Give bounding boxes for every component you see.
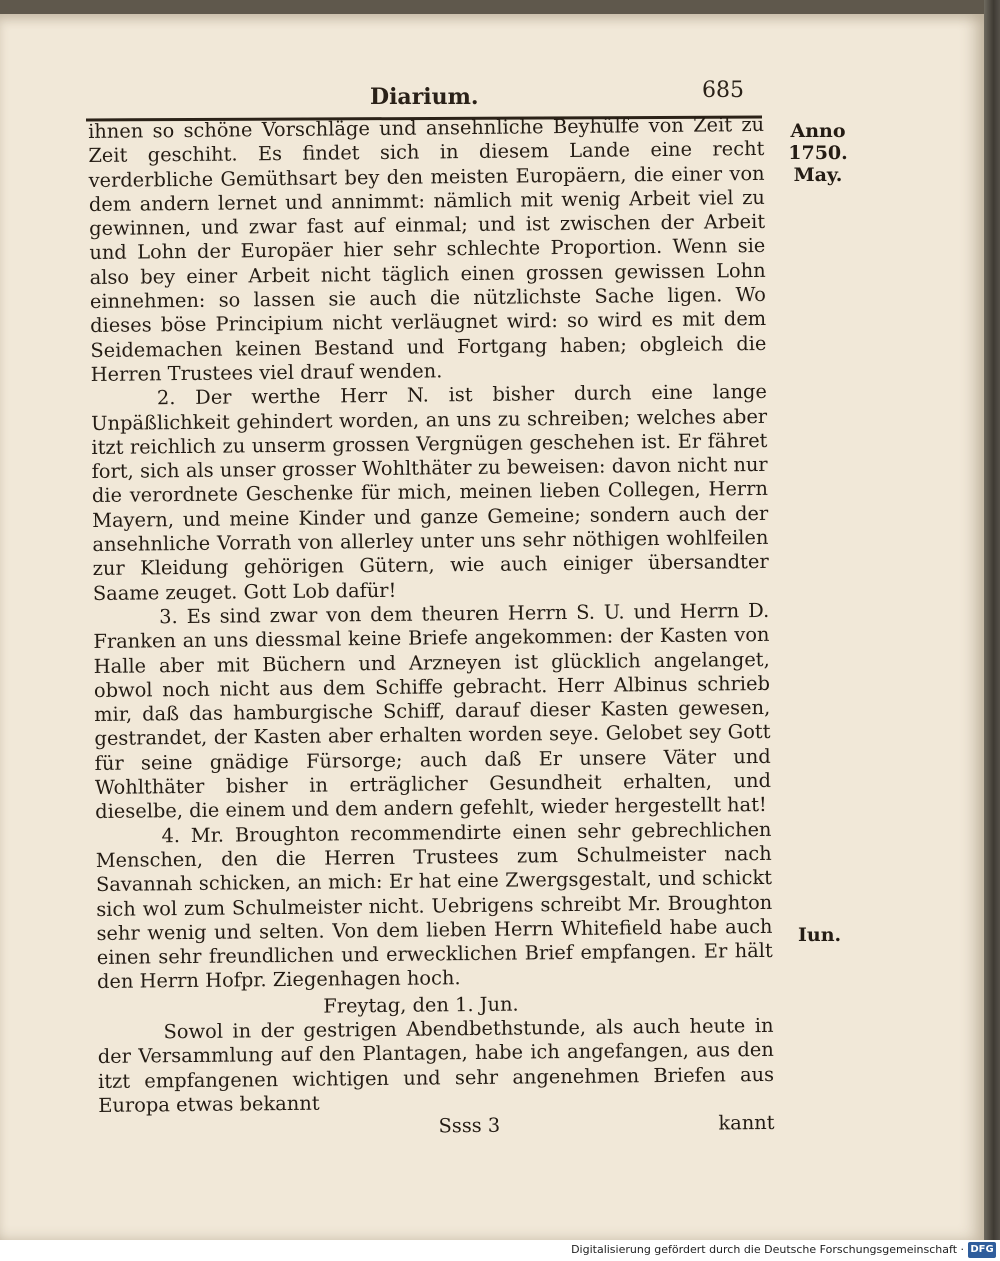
running-head: Diarium. bbox=[370, 84, 479, 110]
footer-bar bbox=[0, 1240, 1000, 1261]
paragraph-4: 4. Mr. Broughton recommendirte einen sehr gebrechlichen Menschen, den die Herren Trustees zum Schulmeister nach Savannah schicken, an mich: Er hat eine Zwergsgestalt, und schickt sich wol zum Schulmeister nicht. Uebrigens schreibt Mr. Broughton sehr wenig und selten. Von dem lieben Herrn Whitefield habe auch einen sehr freundlichen und erwecklichen Brief empfangen. Er hält den Herrn Hofpr. Ziegenhagen hoch. bbox=[95, 817, 773, 994]
date-heading: Freytag, den 1. Jun. bbox=[323, 992, 519, 1018]
page-header bbox=[86, 78, 754, 116]
margin-year: 1750. bbox=[788, 142, 848, 164]
margin-anno: Anno bbox=[790, 120, 846, 142]
signature-mark: Ssss 3 bbox=[438, 1113, 501, 1138]
catchword: kannt bbox=[718, 1111, 775, 1135]
margin-year-note bbox=[768, 120, 868, 186]
margin-jun-note: Iun. bbox=[798, 924, 842, 946]
paragraph-3: 3. Es sind zwar von dem theuren Herrn S. U. und Herrn D. Franken an uns diessmal keine Briefe angekommen: der Kasten von Halle aber mit Büchern und Arzneyen ist glücklich angelanget, obwol noch nicht aus dem Schiffe gebracht. Herr Albinus schrieb mir, daß das hamburgische Schiff, darauf dieser Kasten gewesen, gestrandet, der Kasten aber erhalten worden seye. Gelobet sey Gott für seine gnädige Fürsorge; auch daß Er unsere Väter und Wohlthäter bisher in erträglicher Gesundheit erhalten, und dieselbe, die einem und dem andern gefehlt, wieder hergestellt hat! bbox=[93, 598, 772, 824]
main-text bbox=[88, 113, 775, 1144]
funding-credit: Digitalisierung gefördert durch die Deutsche Forschungsgemeinschaft · bbox=[571, 1243, 964, 1256]
dfg-logo-icon: DFG bbox=[968, 1242, 996, 1258]
page-number: 685 bbox=[702, 78, 744, 103]
paragraph-2: 2. Der werthe Herr N. ist bisher durch eine lange Unpäßlichkeit gehindert worden, an uns zu schreiben; welches aber itzt reichlich zu unserm grossen Vergnügen geschehen ist. Er fähret fort, sich als unser grosser Wohlthäter zu beweisen: davon nicht nur die verordnete Geschenke für mich, meinen lieben Collegen, Herrn Mayern, und meine Kinder und ganze Gemeine; sondern auch der ansehnliche Vorrath von allerley unter uns sehr nöthigen wohlfeilen zur Kleidung gehörigen Gütern, wie auch einiger übersandter Saame zeuget. Gott Lob dafür! bbox=[91, 380, 769, 605]
margin-month: May. bbox=[793, 164, 843, 186]
paragraph-1: ihnen so schöne Vorschläge und ansehnliche Beyhülfe von Zeit zu Zeit geschiht. Es findet sich in diesem Lande eine recht verderbliche Gemüthsart bey den meisten Europäern, die einer von dem andern lernet und annimmt: nämlich mit wenig Arbeit viel zu gewinnen, und zwar fast auf einmal; und ist zwischen der Arbeit und Lohn der Europäer hier sehr schlechte Proportion. Wenn sie also bey einer Arbeit nicht täglich einen grossen gewissen Lohn einnehmen: so lassen sie auch die nützlichste Sache ligen. Wo dieses böse Principium nicht verläugnet wird: so wird es mit dem Seidemachen keinen Bestand und Fortgang haben; obgleich die Herren Trustees viel drauf wenden. bbox=[88, 112, 767, 386]
book-page bbox=[0, 14, 984, 1240]
paragraph-5: Sowol in der gestrigen Abendbethstunde, als auch heute in der Versammlung auf den Plantagen, habe ich angefangen, aus den itzt empfangenen wichtigen und sehr angenehmen Briefen aus Europa etwas bekannt bbox=[97, 1013, 775, 1117]
book-edge bbox=[984, 0, 1000, 1240]
